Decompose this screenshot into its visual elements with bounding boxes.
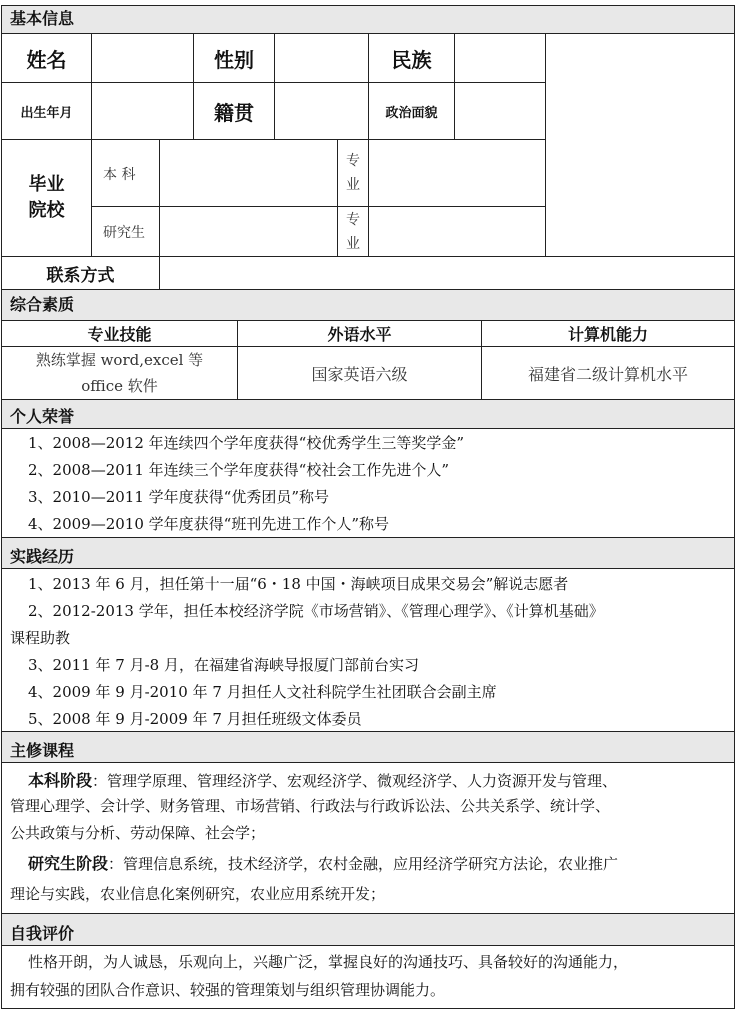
contact-value-cell <box>159 256 735 290</box>
section-header-courses: 主修课程 <box>1 731 735 763</box>
gender-label: 性别 <box>193 33 275 83</box>
section-header-self: 自我评价 <box>1 913 735 946</box>
computer-header: 计算机能力 <box>481 320 735 347</box>
political-value-cell <box>454 82 546 140</box>
undergrad-label: 本 科 <box>91 139 160 207</box>
contact-label <box>1 256 160 290</box>
practice-item: 5、2008 年 9 月-2009 年 7 月担任班级文体委员 <box>28 710 362 728</box>
honor-item: 4、2009—2010 学年度获得“班刊先进工作个人”称号 <box>28 515 389 533</box>
undergrad-school-cell <box>159 139 338 207</box>
practice-item-cont: 课程助教 <box>10 629 71 647</box>
honor-item: 2、2008—2011 年连续三个学年度获得“校社会工作先进个人” <box>28 461 449 479</box>
practice-item: 1、2013 年 6 月，担任第十一届“6・18 中国・海峡项目成果交易会”解说志愿者 <box>28 575 569 593</box>
honors-body <box>1 428 735 538</box>
grad-label: 研究生 <box>91 206 160 257</box>
self-eval-body <box>1 945 735 1009</box>
section-header-practice: 实践经历 <box>1 537 735 569</box>
native-place-value-cell <box>274 82 369 140</box>
skills-line2: office 软件 <box>81 377 158 395</box>
major-label-2a: 专 <box>346 211 360 228</box>
contact-label-text: 联系方式 <box>46 265 115 286</box>
language-header: 外语水平 <box>237 320 482 347</box>
practice-item: 3、2011 年 7 月-8 月，在福建省海峡导报厦门部前台实习 <box>28 656 419 674</box>
self-eval-line1: 性格开朗，为人诚恳，乐观向上，兴趣广泛，掌握良好的沟通技巧、具备较好的沟通能力， <box>28 953 629 971</box>
grad-courses-1: ：管理信息系统，技术经济学，农村金融，应用经济学研究方法论，农业推广 <box>108 855 619 873</box>
practice-item: 2、2012-2013 学年，担任本校经济学院《市场营销》、《管理心理学》、《计算机基础》 <box>28 602 604 620</box>
courses-ug-line1 <box>28 768 617 791</box>
major-label-1 <box>337 139 369 207</box>
courses-gr-line1 <box>28 851 618 874</box>
computer-value: 福建省二级计算机水平 <box>481 346 735 400</box>
practice-item: 4、2009 年 9 月-2010 年 7 月担任人文社科院学生社团联合会副主席 <box>28 683 497 701</box>
honor-item: 3、2010—2011 学年度获得“优秀团员”称号 <box>28 488 329 506</box>
undergrad-courses-1: ：管理学原理、管理经济学、宏观经济学、微观经济学、人力资源开发与管理、 <box>92 772 618 790</box>
school-label-line2: 院校 <box>28 200 65 221</box>
grad-major-cell <box>368 206 546 257</box>
section-header-honors: 个人荣誉 <box>1 399 735 429</box>
courses-ug-line2: 管理心理学、会计学、财务管理、市场营销、行政法与行政诉讼法、公共关系学、统计学、 <box>10 797 611 815</box>
grad-stage-label: 研究生阶段 <box>28 854 109 873</box>
self-eval-line2: 拥有较强的团队合作意识、较强的管理策划与组织管理协调能力。 <box>10 981 446 999</box>
section-header-basic: 基本信息 <box>1 5 735 34</box>
major-label-1b: 业 <box>346 177 360 193</box>
courses-gr-line2: 理论与实践，农业信息化案例研究，农业应用系统开发； <box>10 885 386 903</box>
courses-body <box>1 762 735 914</box>
birth-label: 出生年月 <box>1 82 92 140</box>
language-value: 国家英语六级 <box>237 346 482 400</box>
gender-value-cell <box>274 33 369 83</box>
skills-value <box>1 346 238 400</box>
native-place-label: 籍贯 <box>193 82 275 140</box>
courses-ug-line3: 公共政策与分析、劳动保障、社会学； <box>10 824 266 842</box>
practice-body <box>1 568 735 732</box>
skills-header: 专业技能 <box>1 320 238 347</box>
name-label: 姓名 <box>1 33 92 83</box>
undergrad-major-cell <box>368 139 546 207</box>
photo-cell <box>545 33 735 257</box>
major-label-1a: 专 <box>346 153 360 169</box>
section-header-quality: 综合素质 <box>1 289 735 321</box>
ethnicity-value-cell <box>454 33 546 83</box>
grad-school-cell <box>159 206 338 257</box>
skills-line1: 熟练掌握 word,excel 等 <box>35 351 204 369</box>
name-value-cell <box>91 33 194 83</box>
ethnicity-label: 民族 <box>368 33 455 83</box>
birth-value-cell <box>91 82 194 140</box>
political-label: 政治面貌 <box>368 82 455 140</box>
major-label-2b: 业 <box>346 235 360 252</box>
school-label <box>1 139 92 257</box>
school-label-line1: 毕业 <box>28 174 65 195</box>
major-label-2 <box>337 206 369 257</box>
undergrad-stage-label: 本科阶段 <box>28 771 93 790</box>
honor-item: 1、2008—2012 年连续四个学年度获得“校优秀学生三等奖学金” <box>28 434 464 452</box>
